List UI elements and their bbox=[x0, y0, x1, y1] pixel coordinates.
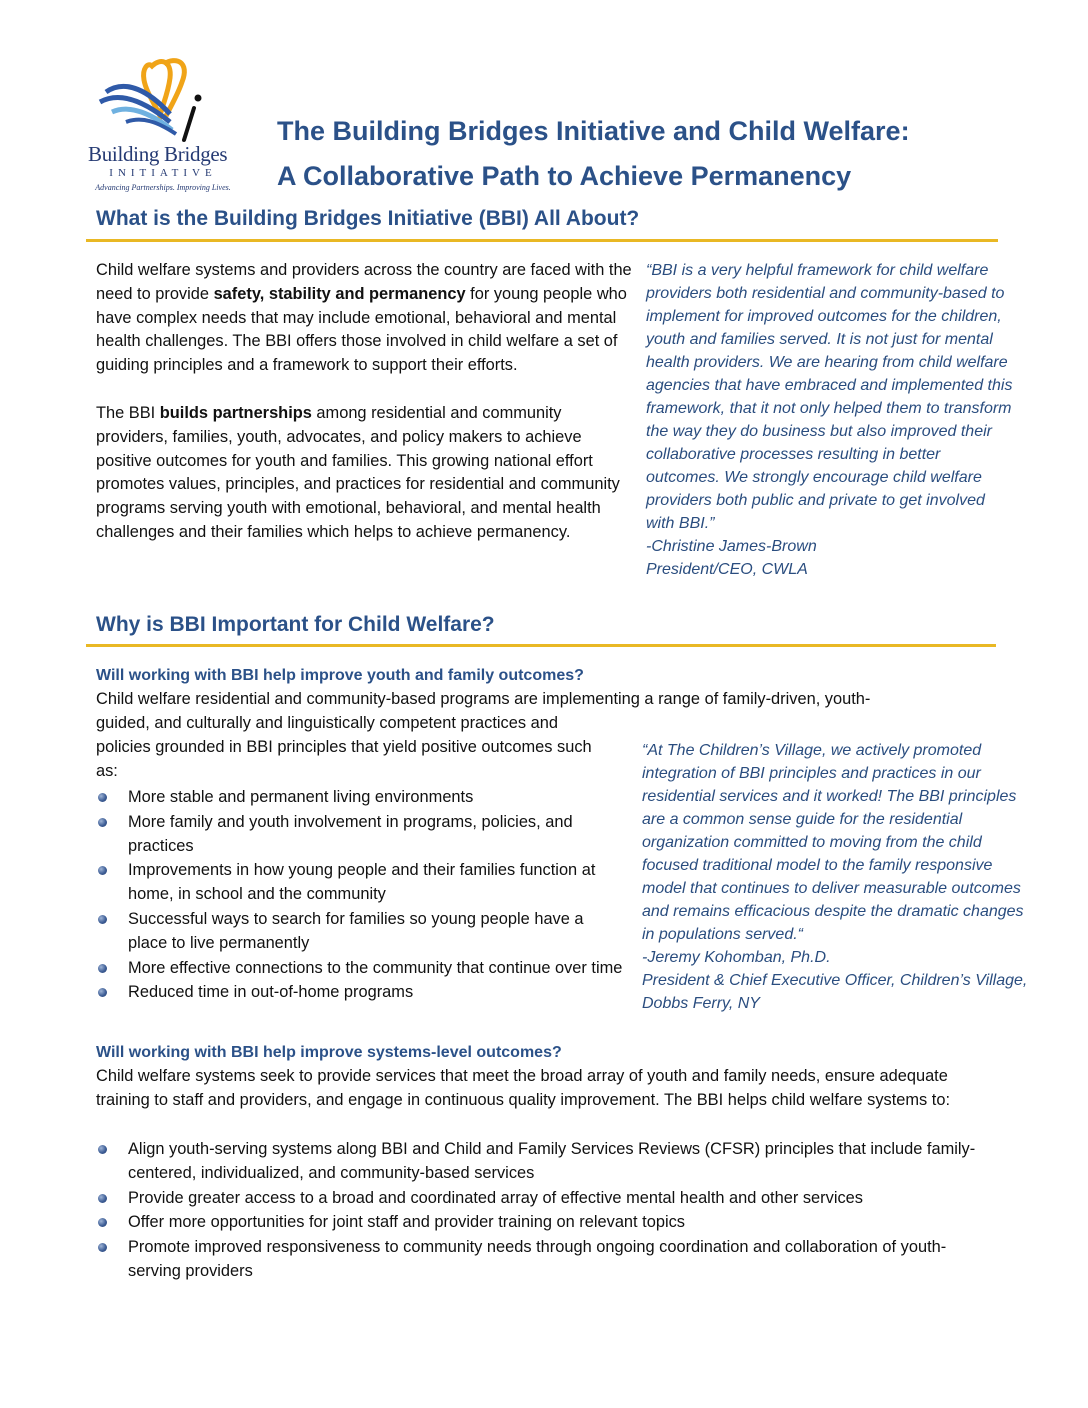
logo-tagline: Advancing Partnerships. Improving Lives. bbox=[95, 183, 231, 192]
list-item-text: Promote improved responsiveness to community needs through ongoing coordination and collaboration of youth-serving providers bbox=[128, 1238, 947, 1280]
list-item bbox=[96, 859, 626, 907]
list-item bbox=[96, 1187, 996, 1211]
youth-intro-rest: guided, and culturally and linguistically competent practices and policies grounded in BBI principles that yield positive outcomes such as: bbox=[96, 714, 592, 780]
page-title bbox=[277, 109, 1037, 199]
section-heading-why: Why is BBI Important for Child Welfare? bbox=[96, 613, 495, 636]
logo-subtitle: INITIATIVE bbox=[109, 167, 217, 179]
bullet-icon bbox=[98, 793, 107, 802]
text-run: The BBI bbox=[96, 403, 160, 422]
list-item bbox=[96, 1211, 996, 1235]
bullet-icon bbox=[98, 1243, 107, 1252]
bold-run: builds partnerships bbox=[159, 403, 312, 422]
list-item bbox=[96, 786, 626, 810]
quote-text: “BBI is a very helpful framework for child welfare providers both residential and community-based to implement for improved outcomes for the children, youth and families served. It is not just for mental health providers. We are hearing from child welfare agencies that have embraced and implemented this framework, that it not only helped them to transform the way they do business but also improved their collaborative processes resulting in better outcomes. We strongly encourage child welfare providers both public and private to get involved with BBI.” bbox=[646, 262, 1013, 532]
bullet-icon bbox=[98, 988, 107, 997]
list-item bbox=[96, 811, 626, 859]
quote-cwla bbox=[646, 259, 1014, 581]
systems-intro: Child welfare systems seek to provide services that meet the broad array of youth and family needs, ensure adequate training to staff and providers, and engage in continuous quality improvement. The BBI helps child welfare systems to: bbox=[96, 1067, 951, 1109]
list-item bbox=[96, 908, 626, 956]
about-paragraph-1 bbox=[96, 259, 632, 378]
list-item-text: More effective connections to the community that continue over time bbox=[128, 958, 623, 977]
bullet-icon bbox=[98, 1145, 107, 1154]
section-rule bbox=[86, 644, 996, 647]
bullet-icon bbox=[98, 866, 107, 875]
list-item-text: Successful ways to search for families so young people have a place to live permanently bbox=[128, 909, 584, 952]
about-paragraph-2 bbox=[96, 402, 632, 545]
bullet-icon bbox=[98, 818, 107, 827]
list-item bbox=[96, 1236, 996, 1284]
list-item-text: More family and youth involvement in programs, policies, and practices bbox=[128, 812, 573, 855]
quote-role: President & Chief Executive Officer, Children’s Village, Dobbs Ferry, NY bbox=[642, 972, 1028, 1012]
list-item bbox=[96, 1138, 996, 1186]
bbi-logo bbox=[86, 56, 236, 196]
systems-outcomes-list bbox=[96, 1138, 996, 1285]
logo-name: Building Bridges bbox=[88, 142, 228, 166]
list-item bbox=[96, 981, 626, 1005]
quote-text: “At The Children’s Village, we actively promoted integration of BBI principles and practices in our residential services and it worked! The BBI principles are a common sense guide for the residential organization committed to moving from the child focused traditional model to the family responsive model that continues to deliver measurable outcomes and remains efficacious despite the dramatic changes in populations served.“ bbox=[642, 742, 1024, 943]
list-item-text: Offer more opportunities for joint staff and provider training on relevant topics bbox=[128, 1213, 685, 1232]
section-heading-about: What is the Building Bridges Initiative (BBI) All About? bbox=[96, 207, 640, 230]
list-item-text: Align youth-serving systems along BBI and Child and Family Services Reviews (CFSR) principles that include family-centered, individualized, and community-based services bbox=[128, 1140, 976, 1182]
list-item bbox=[96, 957, 626, 981]
title-line-2: A Collaborative Path to Achieve Permanency bbox=[277, 161, 852, 191]
quote-author: -Christine James-Brown bbox=[646, 538, 817, 555]
bold-run: safety, stability and permanency bbox=[213, 284, 466, 303]
text-run: Child welfare systems and providers across the country are faced with the need to provide bbox=[96, 261, 632, 303]
text-run: among residential and community providers, families, youth, advocates, and policy makers to achieve positive outcomes for youth and families. This growing national effort promotes values, principles, and practices for residential and community programs serving youth with emotional, behavioral, and mental health challenges and their families which helps to achieve permanency. bbox=[96, 403, 620, 541]
title-line-1: The Building Bridges Initiative and Child Welfare: bbox=[277, 116, 910, 146]
bullet-icon bbox=[98, 964, 107, 973]
list-item-text: Provide greater access to a broad and coordinated array of effective mental health and other services bbox=[128, 1188, 863, 1207]
list-item-text: Improvements in how young people and their families function at home, in school and the community bbox=[128, 861, 596, 904]
quote-author: -Jeremy Kohomban, Ph.D. bbox=[642, 949, 831, 966]
list-item-text: Reduced time in out-of-home programs bbox=[128, 983, 414, 1002]
quote-role: President/CEO, CWLA bbox=[646, 561, 808, 578]
list-item-text: More stable and permanent living environments bbox=[128, 788, 474, 806]
subheading-systems-outcomes: Will working with BBI help improve systems-level outcomes? bbox=[96, 1044, 562, 1061]
bullet-icon bbox=[98, 915, 107, 924]
youth-intro-line-1: Child welfare residential and community-based programs are implementing a range of family-driven, youth- bbox=[96, 690, 871, 708]
quote-childrens-village bbox=[642, 739, 1032, 1015]
bullet-icon bbox=[98, 1194, 107, 1203]
about-body bbox=[96, 259, 632, 545]
youth-outcomes-list bbox=[96, 786, 626, 1006]
section-rule bbox=[86, 239, 998, 242]
text-run: for young people who have complex needs that may include emotional, behavioral and mental health challenges. The BBI offers those involved in child welfare a set of guiding principles and a framework to support their efforts. bbox=[96, 284, 627, 375]
subheading-youth-outcomes: Will working with BBI help improve youth and family outcomes? bbox=[96, 667, 584, 684]
bullet-icon bbox=[98, 1218, 107, 1227]
logo-mark-icon bbox=[86, 56, 236, 146]
